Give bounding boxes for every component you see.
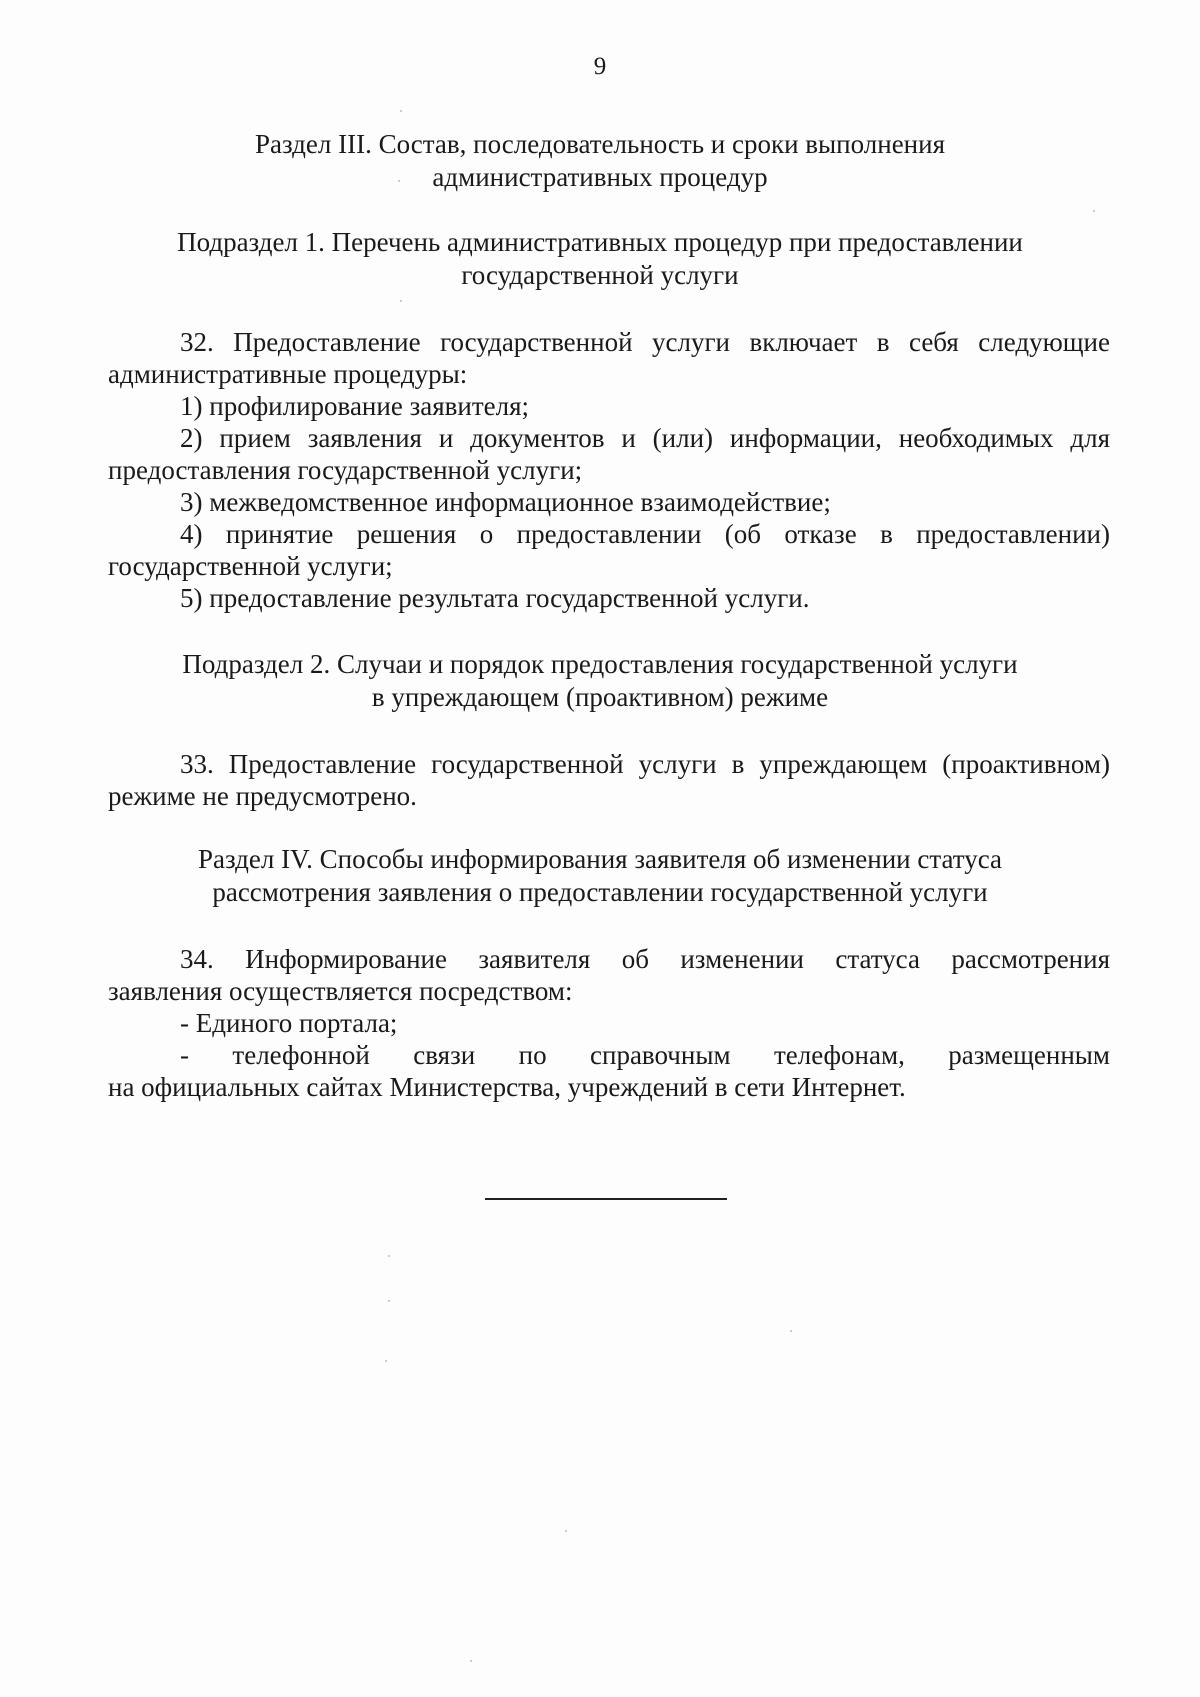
bullet-item-phone-line-2: на официальных сайтах Министерства, учреждений в сети Интернет. xyxy=(108,1072,906,1102)
section-4-heading xyxy=(0,843,1200,909)
subsection-1-heading xyxy=(0,226,1200,292)
list-item-1: 1) профилирование заявителя; xyxy=(180,391,530,421)
paragraph-34 xyxy=(108,943,1110,1103)
subsection-1-heading-line-2: государственной услуги xyxy=(461,260,739,290)
paragraph-33-line-1: 33. Предоставление государственной услуги в упреждающем (проактивном) xyxy=(180,749,1110,779)
subsection-2-heading-line-2: в упреждающем (проактивном) режиме xyxy=(371,682,829,712)
section-3-heading-line-2: административных процедур xyxy=(432,162,768,192)
paragraph-32 xyxy=(108,326,1110,614)
paragraph-34-line-1: 34. Информирование заявителя об изменении статуса рассмотрения xyxy=(180,944,1110,974)
scan-speck xyxy=(470,1660,472,1662)
list-item-4-line-2: государственной услуги; xyxy=(108,551,393,581)
list-item-2-line-1: 2) прием заявления и документов и (или) информации, необходимых для xyxy=(180,423,1110,453)
list-item-4-line-1: 4) принятие решения о предоставлении (об отказе в предоставлении) xyxy=(180,519,1110,549)
subsection-1-heading-line-1: Подраздел 1. Перечень административных процедур при предоставлении xyxy=(177,227,1023,257)
scan-speck xyxy=(400,110,402,112)
paragraph-32-line-1: 32. Предоставление государственной услуги включает в себя следующие xyxy=(180,327,1110,357)
paragraph-33-line-2: режиме не предусмотрено. xyxy=(108,781,417,811)
subsection-2-heading-line-1: Подраздел 2. Случаи и порядок предоставления государственной услуги xyxy=(182,649,1018,679)
page-number: 9 xyxy=(593,53,607,80)
bullet-item-phone-line-1: - телефонной связи по справочным телефонам, размещенным xyxy=(180,1040,1110,1070)
scan-speck xyxy=(385,1360,387,1362)
section-3-heading xyxy=(0,128,1200,194)
scan-speck xyxy=(565,1530,567,1532)
scan-speck xyxy=(400,300,402,302)
paragraph-32-line-2: административные процедуры: xyxy=(108,359,468,389)
scan-speck xyxy=(388,1300,390,1302)
paragraph-34-line-2: заявления осуществляется посредством: xyxy=(108,976,573,1006)
scan-speck xyxy=(398,180,400,182)
section-4-heading-line-2: рассмотрения заявления о предоставлении государственной услуги xyxy=(212,877,988,907)
section-3-heading-line-1: Раздел III. Состав, последовательность и сроки выполнения xyxy=(255,129,945,159)
list-item-2-line-2: предоставления государственной услуги; xyxy=(108,455,583,485)
closing-divider-line xyxy=(485,1198,727,1200)
scan-speck xyxy=(790,1330,792,1332)
section-4-heading-line-1: Раздел IV. Способы информирования заявителя об изменении статуса xyxy=(198,844,1002,874)
list-item-5: 5) предоставление результата государственной услуги. xyxy=(180,583,810,613)
scan-speck xyxy=(1093,210,1095,212)
paragraph-33 xyxy=(108,748,1110,812)
bullet-item-portal: - Единого портала; xyxy=(180,1008,398,1038)
scan-speck xyxy=(388,1255,390,1257)
subsection-2-heading xyxy=(0,648,1200,714)
list-item-3: 3) межведомственное информационное взаимодействие; xyxy=(180,487,831,517)
